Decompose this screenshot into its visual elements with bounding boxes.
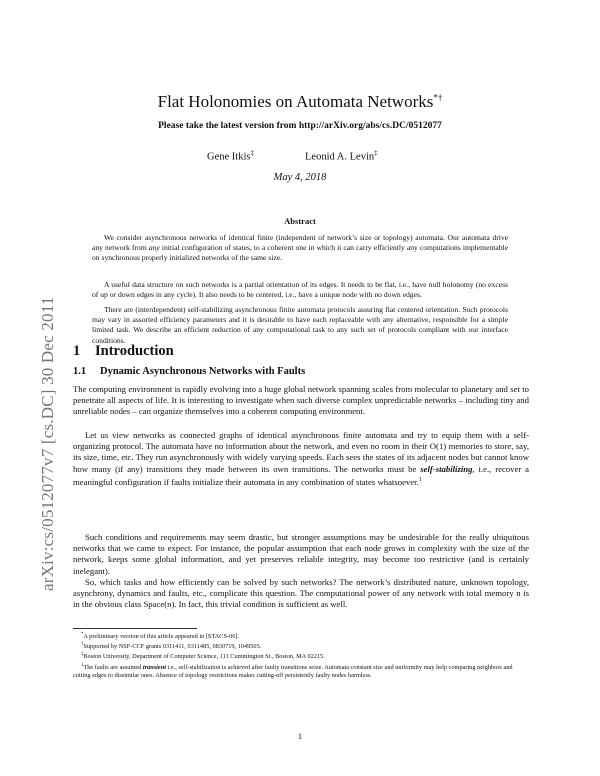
paper-title: Flat Holonomies on Automata Networks*† bbox=[157, 92, 443, 111]
author-itkis: Gene Itkis‡ bbox=[207, 149, 254, 163]
footnote-4: $^1$The faults are assumed transient i.e., self-stabilization is achieved after faulty transitions seize. Automata constant size and uniformity may help comparing neighbors and cutting edges to dissimilar ones. Absence of topology restrictions makes cutting-off persistently faulty nodes harmless. bbox=[73, 662, 513, 679]
page-number: 1 bbox=[297, 731, 303, 741]
section-heading: 1 Introduction bbox=[73, 343, 174, 359]
footnote-ref-1: 1 bbox=[418, 476, 422, 483]
abstract-paragraph-1: We consider asynchronous networks of identical finite (independent of network’s size or topology) automata. Our automata drive any network from any initial configuration of states, to a coherent one in which it can carry efficiently any computations implementable on synchronous properly initialized networks of the same size. bbox=[92, 233, 508, 263]
title-footnote-marks: *† bbox=[433, 92, 443, 103]
body-paragraph-3: Such conditions and requirements may seem drastic, but stronger assumptions may be undesirable for the really ubiquitous networks that we came to expect. For instance, the popular assumption that each node grows in complexity with the size of the network, keeps some global information, and yet preserves reliable integrity, may become too restrictive (and is certainly inelegant). bbox=[73, 532, 529, 576]
paper-date: May 4, 2018 bbox=[273, 172, 327, 183]
footnote-1: *A preliminary version of this article appeared in [STACS-06]. bbox=[81, 632, 240, 641]
body-paragraph-2: Let us view networks as connected graphs of identical asynchronous finite automata and try to equip them with a self-organizing protocol. The automata have no information about the network, and even no room in their O(1) memories to store, say, its size, time, etc. They run asynchronously with widely varying speeds. Each sees the states of its adjacent nodes but cannot know how many (if any) transitions they made between its own transitions. The networks must be self-stabilizing, i.e., recover a meaningful configuration if faults initialize their automata in any combination of states whatsoever.$^1$ bbox=[73, 430, 530, 487]
arxiv-stamp bbox=[2, 171, 57, 591]
abstract-paragraph-3: There are (interdependent) self-stabilizing asynchronous finite automata protocols assuring flat centered orientation. Such protocols may vary in assorted efficiency parameters and it is desirable to have each replaceable with any alternative, responsible for a simple limited task. We describe an efficient reduction of any computational task to any such set of protocols compliant with our interface conditions. bbox=[92, 305, 508, 345]
author-levin: Leonid A. Levin‡ bbox=[305, 149, 378, 163]
body-paragraph-1: The computing environment is rapidly evolving into a huge global network spanning scales from molecular to planetary and set to penetrate all aspects of life. It is interesting to investigate when such diverse complex unpredictable networks – including tiny and unreliable nodes – can organize themselves into a coherent computing environment. bbox=[73, 384, 529, 417]
arxiv-stamp-text: arXiv:cs/0512077v7 [cs.DC] 30 Dec 2011 bbox=[38, 296, 57, 591]
version-notice: Please take the latest version from http://arXiv.org/abs/cs.DC/0512077 bbox=[158, 121, 442, 131]
body-paragraph-4: So, which tasks and how efficiently can be solved by such networks? The network’s distributed nature, unknown topology, asynchrony, dynamics and faults, etc., complicate this question. The computational power of any network with total memory n is in the obvious class Space(n). In fact, this trivial condition is sufficient as well. bbox=[73, 577, 529, 610]
abstract-paragraph-2: A useful data structure on such networks is a partial orientation of its edges. It needs to be flat, i.e., have null holonomy (no excess of up or down edges in any cycle). It also needs to be centered, i.e., have a unique node with no down edges. bbox=[92, 280, 508, 300]
footnote-2: †Supported by NSF-CCF grants 0311411, 0311485, 0830719, 1049505. bbox=[81, 642, 262, 651]
abstract-heading: Abstract bbox=[284, 216, 316, 226]
footnotes bbox=[73, 631, 529, 680]
footnote-3: ‡Boston University, Department of Computer Science, 111 Cummington St., Boston, MA 02215. bbox=[81, 652, 325, 661]
footnote-rule bbox=[73, 628, 197, 629]
subsection-heading: 1.1 Dynamic Asynchronous Networks with Faults bbox=[73, 366, 306, 377]
